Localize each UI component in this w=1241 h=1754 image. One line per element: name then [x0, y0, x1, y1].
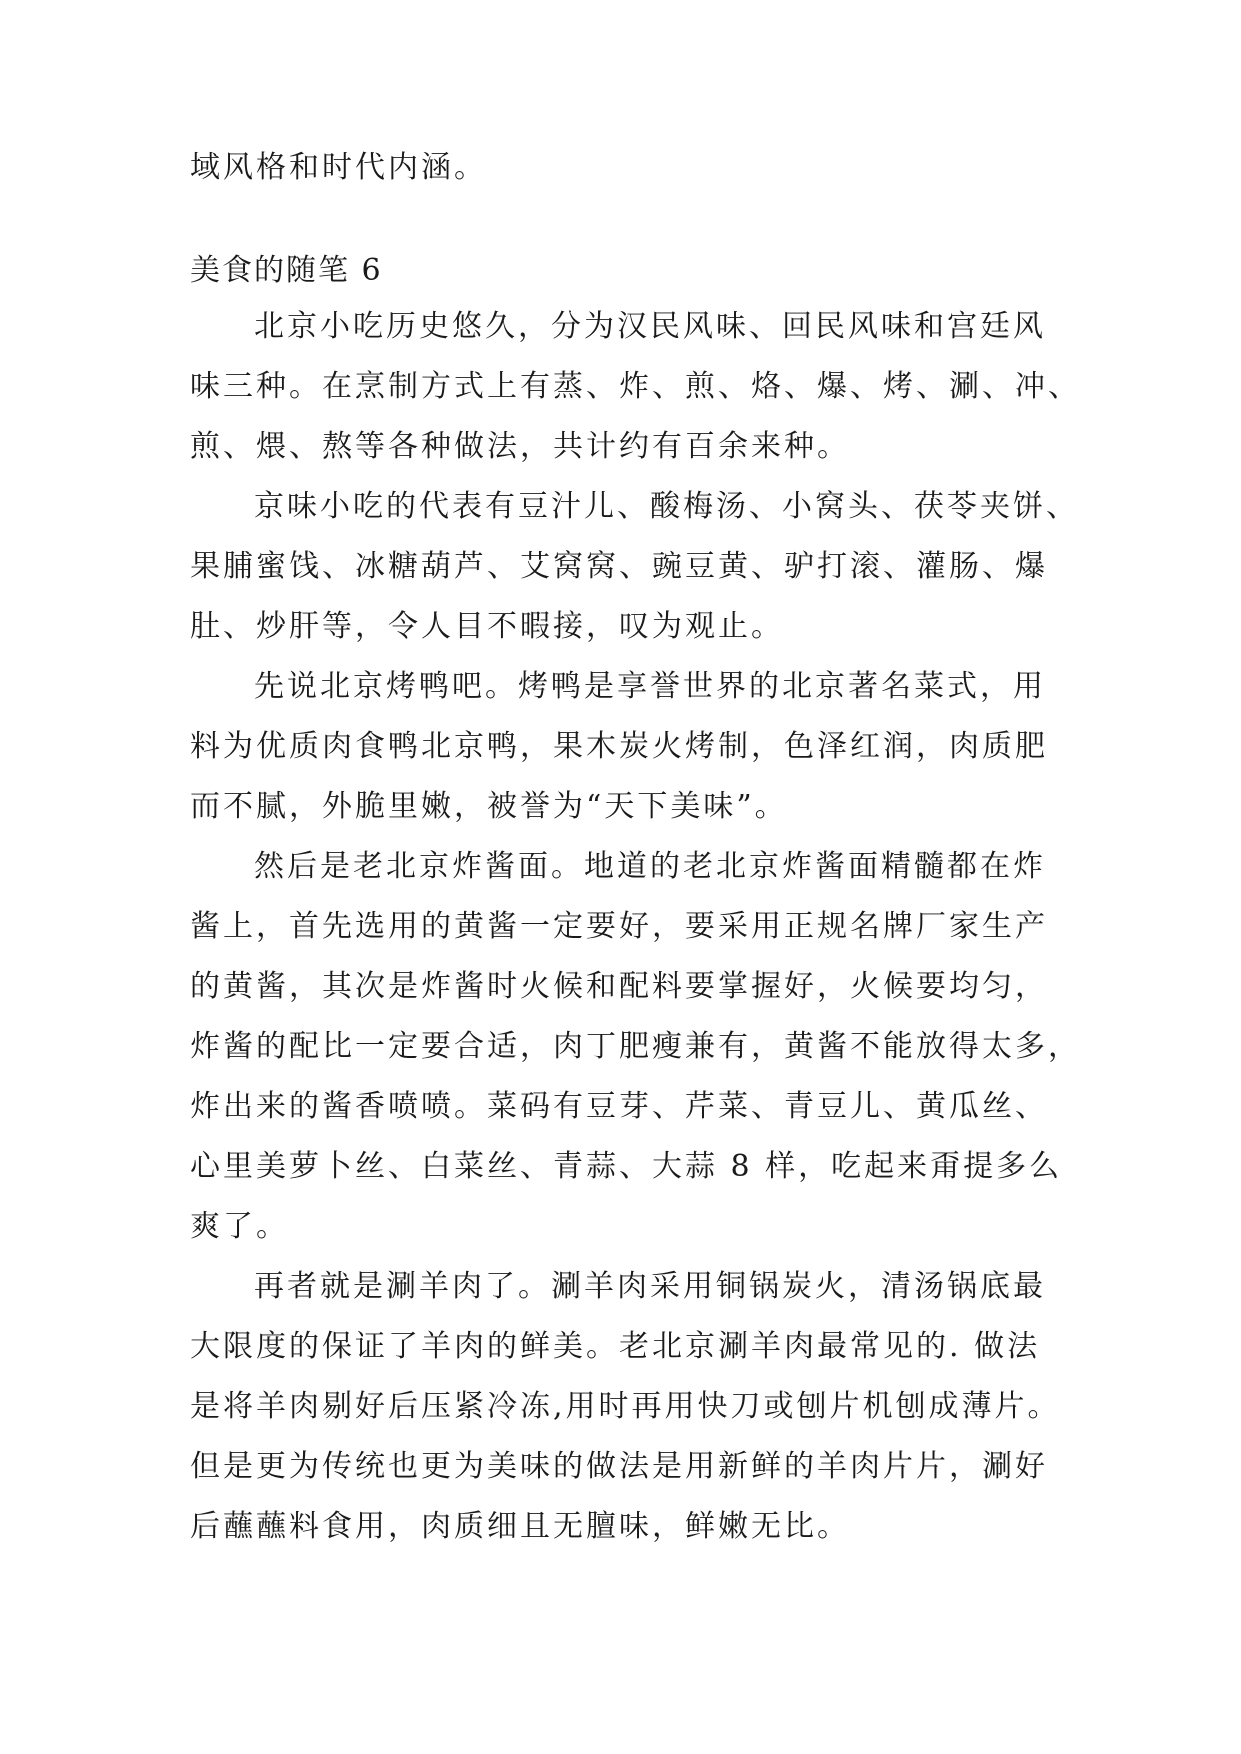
paragraph-line: 后蘸蘸料食用，肉质细且无膻味，鲜嫩无比。 [190, 1509, 850, 1544]
paragraph-line: 京味小吃的代表有豆汁儿、酸梅汤、小窝头、茯苓夹饼、 [254, 489, 1079, 524]
paragraph-line: 但是更为传统也更为美味的做法是用新鲜的羊肉片片，涮好 [190, 1449, 1048, 1484]
paragraph-line: 炸出来的酱香喷喷。菜码有豆芽、芹菜、青豆儿、黄瓜丝、 [190, 1089, 1048, 1124]
section-heading [190, 241, 1060, 301]
paragraph-line: 肚、炒肝等，令人目不暇接，叹为观止。 [190, 609, 784, 644]
paragraph-line: 果脯蜜饯、冰糖葫芦、艾窝窝、豌豆黄、驴打滚、灌肠、爆 [190, 549, 1048, 584]
section-title: 美食的随笔 6 [190, 253, 383, 288]
paragraph-4 [190, 837, 1081, 1257]
paragraph-1 [190, 297, 1081, 477]
paragraph-line: 心里美萝卜丝、白菜丝、青蒜、大蒜 8 样，吃起来甭提多么 [190, 1149, 1063, 1184]
paragraph-line: 料为优质肉食鸭北京鸭，果木炭火烤制，色泽红润，肉质肥 [190, 729, 1048, 764]
paragraph-line: 煎、煨、熬等各种做法，共计约有百余来种。 [190, 429, 850, 464]
paragraph-3 [190, 657, 1060, 837]
paragraph-line: 炸酱的配比一定要合适，肉丁肥瘦兼有，黄酱不能放得太多， [190, 1029, 1081, 1064]
paragraph-line: 爽了。 [190, 1209, 289, 1244]
paragraph-line: 大限度的保证了羊肉的鲜美。老北京涮羊肉最常见的. 做法 [190, 1329, 1041, 1364]
paragraph-line: 再者就是涮羊肉了。涮羊肉采用铜锅炭火，清汤锅底最 [254, 1269, 1046, 1304]
paragraph-line: 然后是老北京炸酱面。地道的老北京炸酱面精髓都在炸 [254, 849, 1046, 884]
paragraph-2 [190, 477, 1079, 657]
lead-line: 域风格和时代内涵。 [190, 150, 487, 185]
paragraph-line: 酱上，首先选用的黄酱一定要好，要采用正规名牌厂家生产 [190, 909, 1048, 944]
paragraph-line: 的黄酱，其次是炸酱时火候和配料要掌握好，火候要均匀， [190, 969, 1048, 1004]
paragraph-line: 北京小吃历史悠久，分为汉民风味、回民风味和宫廷风 [254, 309, 1046, 344]
paragraph-line: 先说北京烤鸭吧。烤鸭是享誉世界的北京著名菜式，用 [254, 669, 1046, 704]
paragraph-line: 而不腻，外脆里嫩，被誉为“天下美味”。 [190, 789, 788, 824]
paragraph-line: 是将羊肉剔好后压紧冷冻,用时再用快刀或刨片机刨成薄片。 [190, 1389, 1061, 1424]
paragraph-5 [190, 1257, 1060, 1557]
lead-paragraph [190, 138, 1060, 198]
paragraph-line: 味三种。在烹制方式上有蒸、炸、煎、烙、爆、烤、涮、冲、 [190, 369, 1081, 404]
